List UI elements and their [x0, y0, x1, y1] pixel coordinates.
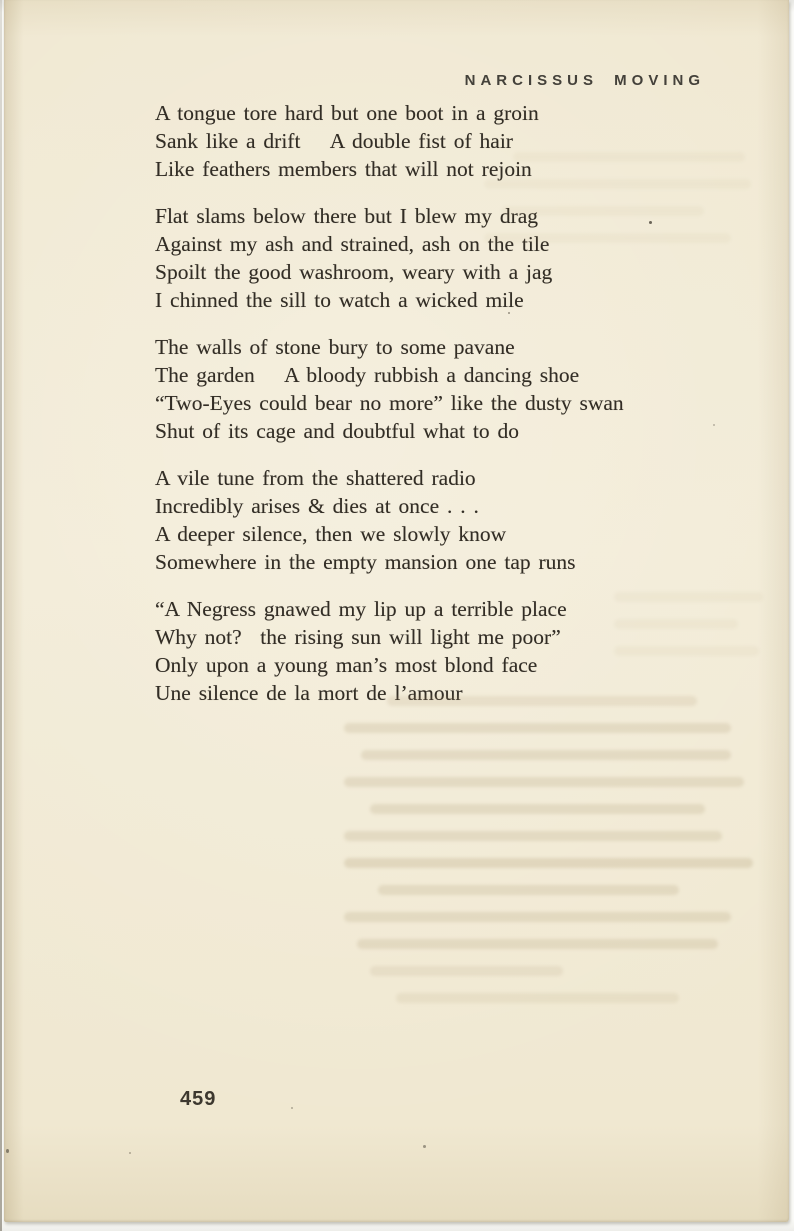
- poem-line: A tongue tore hard but one boot in a groin: [155, 101, 539, 125]
- page-number: 459: [180, 1088, 217, 1110]
- poem-line: Flat slams below there but I blew my drag: [155, 204, 539, 228]
- ink-speck: [649, 221, 652, 224]
- ink-speck: [129, 1152, 131, 1154]
- show-through-text: [344, 696, 774, 1020]
- poem-line: The garden A bloody rubbish a dancing shoe: [155, 363, 580, 387]
- poem-line: Incredibly arises & dies at once . . .: [155, 494, 479, 518]
- poem-line: “A Negress gnawed my lip up a terrible place: [155, 597, 567, 621]
- poem-line: I chinned the sill to watch a wicked mile: [155, 288, 524, 312]
- poem-line: Sank like a drift A double fist of hair: [155, 129, 513, 153]
- poem-stanza: [155, 333, 745, 445]
- poem-line: “Two-Eyes could bear no more” like the dusty swan: [155, 391, 624, 415]
- poem-line: Shut of its cage and doubtful what to do: [155, 419, 519, 443]
- ink-speck: [508, 312, 510, 314]
- poem-line: The walls of stone bury to some pavane: [155, 335, 515, 359]
- poem-stanza: [155, 464, 745, 576]
- poem-line: Une silence de la mort de l’amour: [155, 681, 463, 705]
- page-left-edge: [0, 0, 2, 1231]
- ink-speck: [423, 1145, 426, 1148]
- ink-speck: [291, 1107, 293, 1109]
- poem-line: Spoilt the good washroom, weary with a jag: [155, 260, 553, 284]
- book-page: [4, 0, 789, 1222]
- ink-speck: [713, 424, 715, 426]
- poem-line: Somewhere in the empty mansion one tap runs: [155, 550, 576, 574]
- show-through-text: [484, 152, 774, 260]
- show-through-text: [614, 592, 779, 673]
- ink-speck: [6, 1149, 9, 1153]
- poem-line: Like feathers members that will not rejoin: [155, 157, 532, 181]
- poem-line: Only upon a young man’s most blond face: [155, 653, 538, 677]
- running-header: NARCISSUS MOVING: [464, 72, 705, 89]
- poem-line: A deeper silence, then we slowly know: [155, 522, 507, 546]
- poem-line: A vile tune from the shattered radio: [155, 466, 476, 490]
- poem-line: Against my ash and strained, ash on the tile: [155, 232, 550, 256]
- poem-line: Why not? the rising sun will light me poor”: [155, 625, 561, 649]
